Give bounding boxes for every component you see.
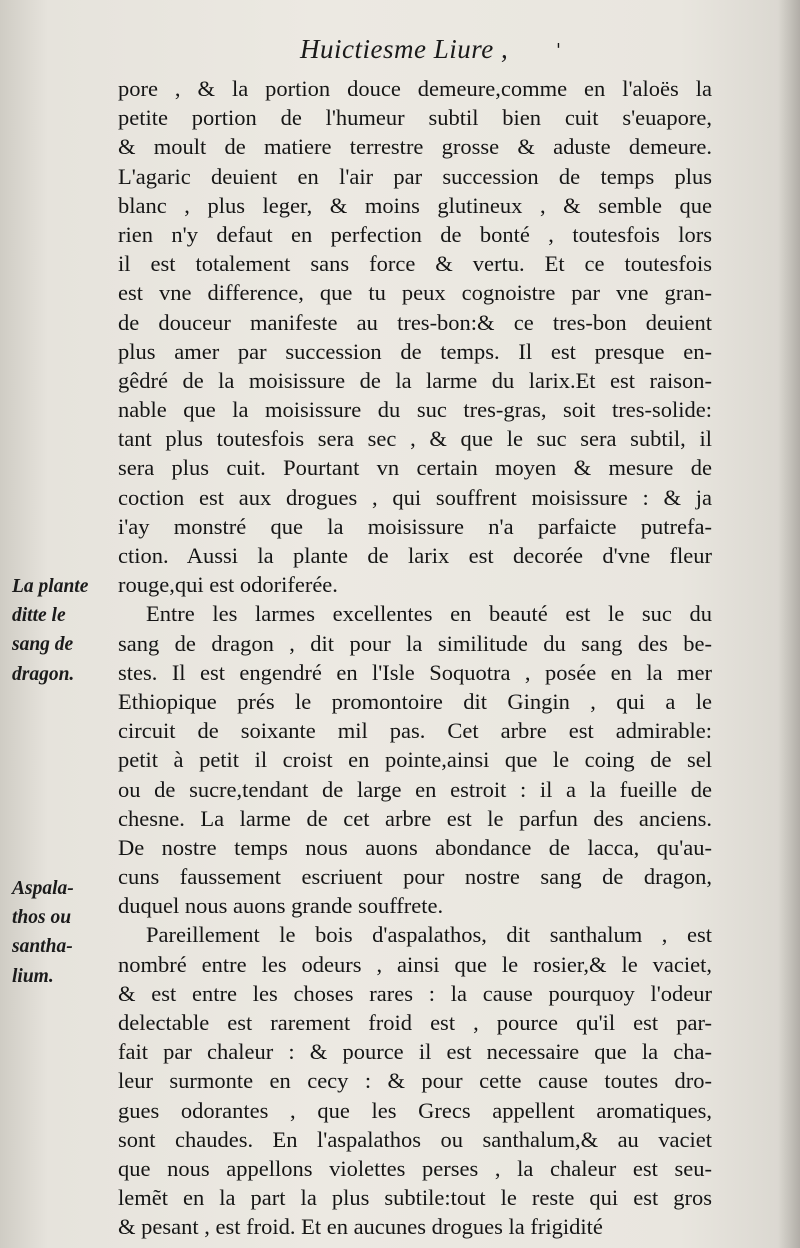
text-line: lemẽt en la part la plus subtile:tout le reste qui est gros bbox=[118, 1185, 712, 1211]
text-line: stes. Il est engendré en l'Isle Soquotra , posée en la mer bbox=[118, 659, 712, 685]
text-line: delectable est rarement froid est , pource qu'il est par- bbox=[118, 1010, 712, 1035]
text-line: que nous appellons violettes perses , la chaleur est seu- bbox=[118, 1155, 712, 1181]
text-line: blanc , plus leger, & moins glutineux , & semble que bbox=[118, 192, 712, 218]
header-mark: ' bbox=[556, 40, 561, 61]
text-line: L'agaric deuient en l'air par succession de temps plus bbox=[118, 163, 712, 189]
text-line: i'ay monstré que la moisissure n'a parfaicte putrefa- bbox=[118, 513, 712, 539]
margin-note-line: lium. bbox=[12, 965, 54, 987]
text-line: leur surmonte en cecy : & pour cette cause toutes dro- bbox=[118, 1068, 712, 1094]
text-line: plus amer par succession de temps. Il est presque en- bbox=[118, 338, 712, 364]
margin-note-line: sang de bbox=[12, 634, 74, 656]
text-line: Pareillement le bois d'aspalathos, dit santhalum , est bbox=[146, 922, 712, 948]
text-line: pore , & la portion douce demeure,comme en l'aloës la bbox=[118, 76, 712, 101]
running-title: Huictiesme Liure , bbox=[300, 34, 509, 64]
text-line: tant plus toutesfois sera sec , & que le suc sera subtil, il bbox=[118, 426, 712, 452]
text-line: cuns faussement escriuent pour nostre sang de dragon, bbox=[118, 864, 712, 890]
text-line: & est entre les choses rares : la cause pourquoy l'odeur bbox=[118, 980, 712, 1006]
margin-note-line: thos ou bbox=[12, 907, 72, 929]
body-text bbox=[118, 74, 712, 1242]
margin-note-line: santha- bbox=[12, 936, 73, 958]
text-line: gues odorantes , que les Grecs appellent aromatiques, bbox=[118, 1097, 712, 1123]
text-line: petite portion de l'humeur subtil bien cuit s'euapore, bbox=[118, 105, 712, 131]
text-line: sang de dragon , dit pour la similitude du sang des be- bbox=[118, 630, 712, 656]
margin-note-line: dragon. bbox=[12, 663, 75, 685]
page-spine-shadow bbox=[778, 0, 800, 1248]
margin-note-line: ditte le bbox=[12, 605, 66, 627]
text-line: nombré entre les odeurs , ainsi que le rosier,& le vaciet, bbox=[118, 951, 712, 977]
text-line: fait par chaleur : & pource il est necessaire que la cha- bbox=[118, 1039, 712, 1065]
text-line: de douceur manifeste au tres-bon:& ce tres-bon deuient bbox=[118, 309, 712, 335]
margin-note-line: La plante bbox=[12, 576, 89, 597]
text-line: sera plus cuit. Pourtant vn certain moyen & mesure de bbox=[118, 455, 712, 481]
text-line: petit à petit il croist en pointe,ainsi que le coing de sel bbox=[118, 747, 712, 773]
text-line: & moult de matiere terrestre grosse & aduste demeure. bbox=[118, 134, 712, 160]
text-line: rien n'y defaut en perfection de bonté , toutesfois lors bbox=[118, 221, 712, 247]
text-line: & pesant , est froid. Et en aucunes drogues la frigidité bbox=[118, 1214, 603, 1240]
text-line: coction est aux drogues , qui souffrent moisissure : & ja bbox=[118, 484, 712, 510]
text-line: rouge,qui est odoriferée. bbox=[118, 572, 338, 598]
text-line: ction. Aussi la plante de larix est decorée d'vne fleur bbox=[118, 543, 712, 568]
text-line: duquel nous auons grande souffrete. bbox=[118, 893, 444, 919]
margin-note-aspalathos bbox=[12, 874, 120, 991]
margin-note-sang-de-dragon bbox=[12, 572, 120, 689]
text-line: circuit de soixante mil pas. Cet arbre est admirable: bbox=[118, 718, 712, 744]
text-line: ou de sucre,tendant de large en estroit : il a la fueille de bbox=[118, 776, 712, 802]
text-line: nable que la moisissure du suc tres-gras, soit tres-solide: bbox=[118, 397, 712, 423]
text-line: Entre les larmes excellentes en beauté est le suc du bbox=[146, 601, 712, 627]
text-line: est vne difference, que tu peux cognoistre par vne gran- bbox=[118, 280, 712, 306]
text-line: De nostre temps nous auons abondance de lacca, qu'au- bbox=[118, 834, 712, 860]
text-line: chesne. La larme de cet arbre est le parfun des anciens. bbox=[118, 805, 712, 831]
margin-note-line: Aspala- bbox=[12, 878, 74, 899]
text-line: Ethiopique prés le promontoire dit Gingin , qui a le bbox=[118, 688, 712, 714]
text-line: gêdré de la moisissure de la larme du larix.Et est raison- bbox=[118, 367, 712, 393]
text-line: il est totalement sans force & vertu. Et ce toutesfois bbox=[118, 251, 712, 277]
text-line: sont chaudes. En l'aspalathos ou santhalum,& au vaciet bbox=[118, 1126, 712, 1152]
